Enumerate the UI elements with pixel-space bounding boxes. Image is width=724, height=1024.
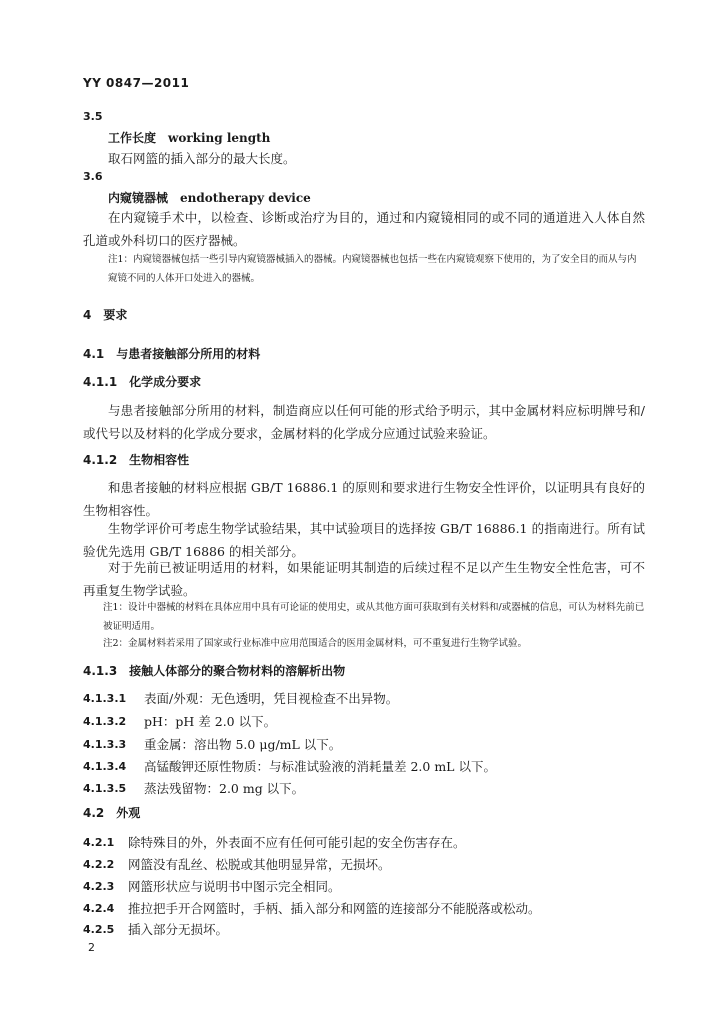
item-text: 插入部分无损坏。 (128, 922, 229, 937)
note-label: 注1： (108, 254, 134, 265)
definition-working-length: 取石网篮的插入部分的最大长度。 (108, 151, 296, 166)
note-2-biocompatibility (103, 634, 646, 653)
item-number: 4.2.3 (83, 880, 115, 893)
item-text: 网篮形状应与说明书中图示完全相同。 (128, 879, 341, 894)
item-text: 重金属：溶出物 5.0 μg/mL 以下。 (144, 737, 342, 752)
paragraph-4-1-2-b: 生物学评价可考虑生物学试验结果，其中试验项目的选择按 GB/T 16886.1 的指南进行。所有试验优先选用 GB/T 16886 的相关部分。 (83, 521, 645, 559)
item-number: 4.2.5 (83, 923, 115, 936)
section-heading-4-1-3: 4.1.3 接触人体部分的聚合物材料的溶解析出物 (83, 664, 346, 678)
section-heading-4-1-2: 4.1.2 生物相容性 (83, 453, 190, 467)
item-text: 除特殊目的外，外表面不应有任何可能引起的安全伤害存在。 (128, 835, 466, 850)
item-text: 高锰酸钾还原性物质：与标准试验液的消耗量差 2.0 mL 以下。 (144, 759, 496, 774)
section-heading-4-1: 4.1 与患者接触部分所用的材料 (83, 347, 261, 361)
item-text: 推拉把手开合网篮时，手柄、插入部分和网篮的连接部分不能脱落或松动。 (128, 901, 541, 916)
note-endotherapy-device (108, 250, 646, 288)
term-endotherapy-device: 内窥镜器械 endotherapy device (108, 191, 311, 205)
section-heading-4-1-1: 4.1.1 化学成分要求 (83, 375, 202, 389)
term-working-length: 工作长度 working length (108, 131, 271, 145)
note-text: 内窥镜器械包括一些引导内窥镜器械插入的器械。内窥镜器械也包括一些在内窥镜观察下使用的，为了安全目的而从与内窥镜不同的人体开口处进入的器械。 (108, 254, 637, 284)
note-1-biocompatibility (103, 598, 646, 636)
item-number: 4.1.3.2 (83, 715, 127, 728)
note-label: 注1： (103, 602, 129, 613)
section-heading-4-2: 4.2 外观 (83, 806, 141, 820)
page-number: 2 (88, 941, 95, 954)
item-number: 4.2.1 (83, 836, 115, 849)
definition-endotherapy-device: 在内窥镜手术中，以检查、诊断或治疗为目的，通过和内窥镜相同的或不同的通道进入人体自然孔道或外科切口的医疗器械。 (83, 210, 645, 248)
item-number: 4.1.3.3 (83, 738, 127, 751)
clause-number-3-6: 3.6 (83, 170, 103, 183)
item-text: 蒸法残留物：2.0 mg 以下。 (144, 781, 305, 796)
note-text: 金属材料若采用了国家或行业标准中应用范围适合的医用金属材料，可不重复进行生物学试验。 (128, 638, 528, 649)
note-text: 设计中器械的材料在具体应用中具有可论证的使用史，或从其他方面可获取到有关材料和/或器械的信息，可认为材料先前已被证明适用。 (103, 602, 645, 632)
standard-code-header: YY 0847—2011 (83, 76, 190, 90)
item-number: 4.2.2 (83, 858, 115, 871)
paragraph-4-1-2-a: 和患者接触的材料应根据 GB/T 16886.1 的原则和要求进行生物安全性评价，以证明具有良好的生物相容性。 (83, 480, 645, 518)
note-label: 注2： (103, 638, 129, 649)
item-number: 4.1.3.5 (83, 782, 127, 795)
item-text: pH：pH 差 2.0 以下。 (144, 714, 277, 729)
paragraph-4-1-2-c: 对于先前已被证明适用的材料，如果能证明其制造的后续过程不足以产生生物安全性危害，可不再重复生物学试验。 (83, 560, 645, 598)
item-number: 4.2.4 (83, 902, 115, 915)
item-text: 网篮没有乱丝、松脱或其他明显异常，无损坏。 (128, 857, 391, 872)
item-text: 表面/外观：无色透明，凭目视检查不出异物。 (144, 691, 399, 706)
section-heading-4: 4 要求 (83, 308, 128, 322)
item-number: 4.1.3.4 (83, 760, 127, 773)
clause-number-3-5: 3.5 (83, 110, 103, 123)
paragraph-4-1-1: 与患者接触部分所用的材料，制造商应以任何可能的形式给予明示，其中金属材料应标明牌号和/或代号以及材料的化学成分要求，金属材料的化学成分应通过试验来验证。 (83, 403, 645, 441)
item-number: 4.1.3.1 (83, 692, 127, 705)
